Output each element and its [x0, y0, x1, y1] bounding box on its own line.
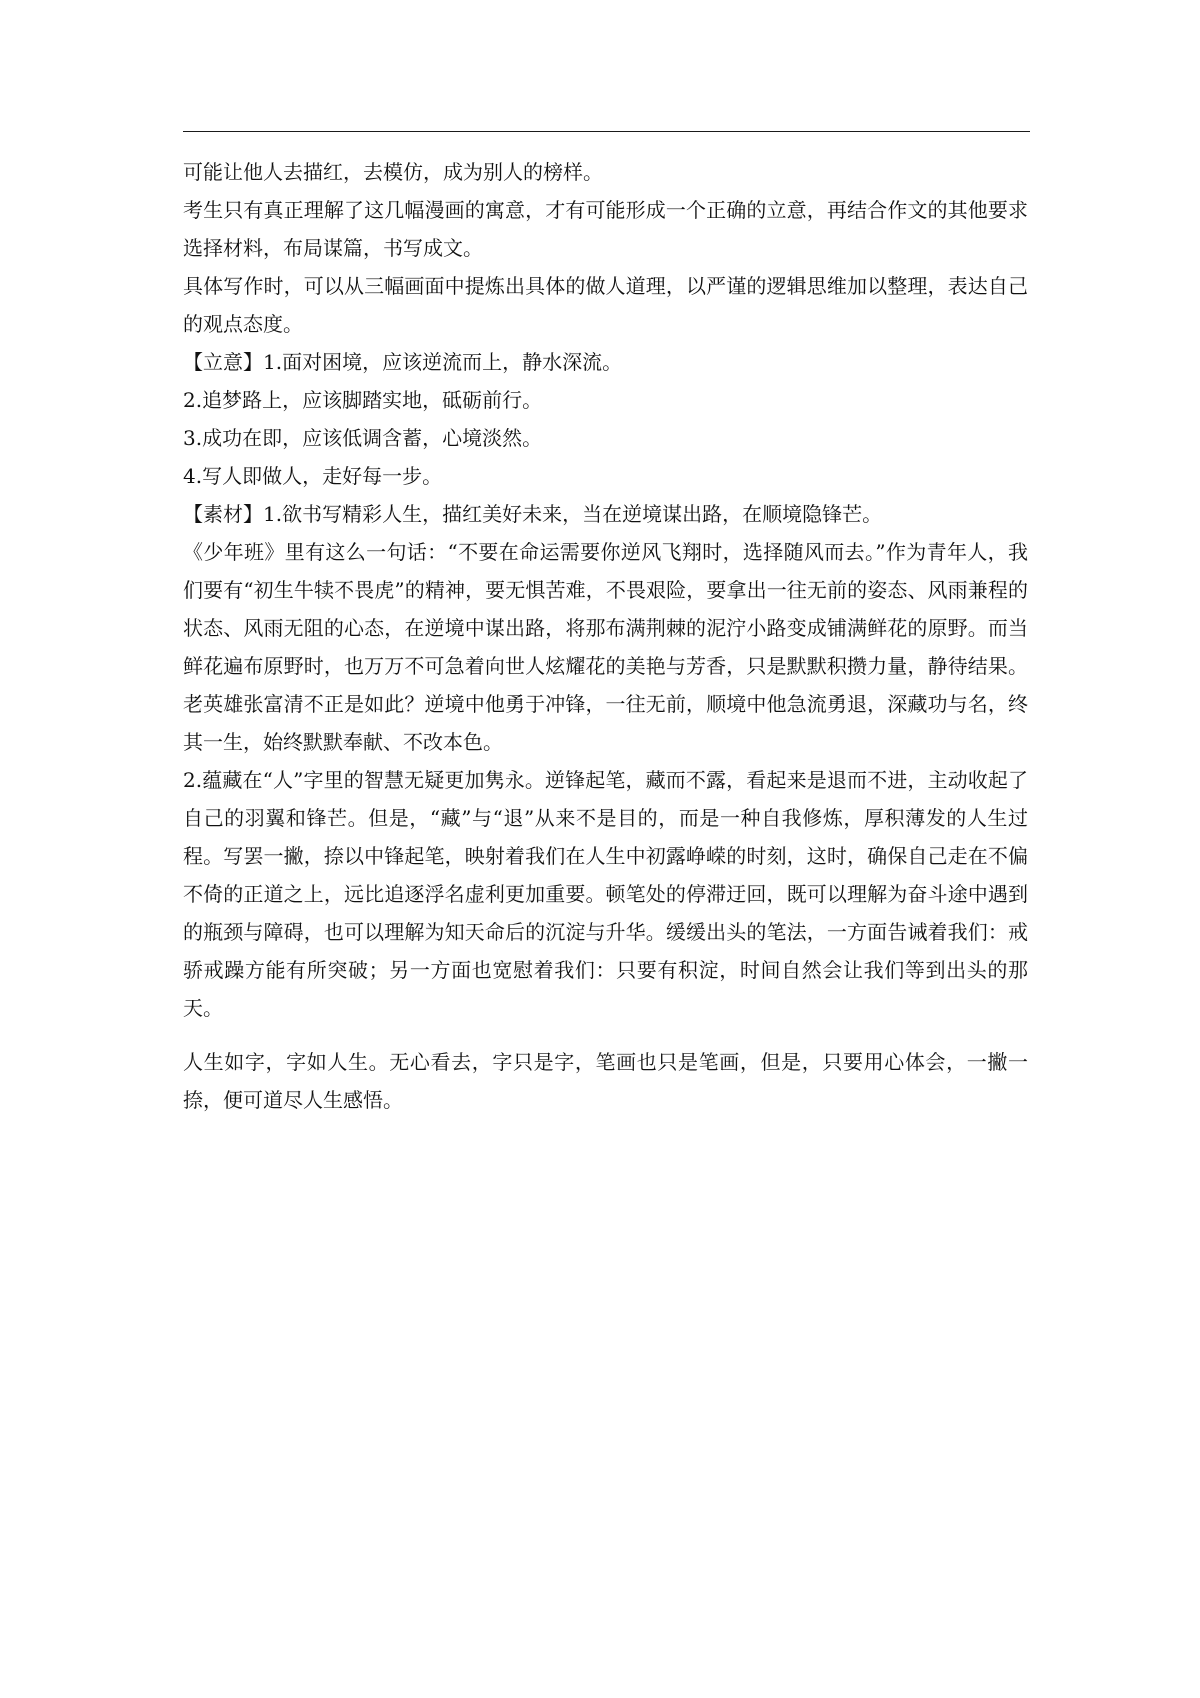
document-body — [183, 153, 1028, 1119]
paragraph-material-2: 2.蕴藏在“人”字里的智慧无疑更加隽永。逆锋起笔，藏而不露，看起来是退而不进，主动收起了自己的羽翼和锋芒。但是，“藏”与“退”从来不是目的，而是一种自我修炼，厚积薄发的人生过程。写罢一撇，捺以中锋起笔，映射着我们在人生中初露峥嵘的时刻，这时，确保自己走在不偏不倚的正道之上，远比追逐浮名虚利更加重要。顿笔处的停滞迂回，既可以理解为奋斗途中遇到的瓶颈与障碍，也可以理解为知天命后的沉淀与升华。缓缓出头的笔法，一方面告诫着我们：戒骄戒躁方能有所突破；另一方面也宽慰着我们：只要有积淀，时间自然会让我们等到出头的那天。 — [183, 768, 1028, 1020]
paragraph-material-1-body: 《少年班》里有这么一句话：“不要在命运需要你逆风飞翔时，选择随风而去。”作为青年人，我们要有“初生牛犊不畏虎”的精神，要无惧苦难，不畏艰险，要拿出一往无前的姿态、风雨兼程的状态、风雨无阻的心态，在逆境中谋出路，将那布满荆棘的泥泞小路变成铺满鲜花的原野。而当鲜花遍布原野时，也万万不可急着向世人炫耀花的美艳与芳香，只是默默积攒力量，静待结果。老英雄张富清不正是如此？逆境中他勇于冲锋，一往无前，顺境中他急流勇退，深藏功与名，终其一生，始终默默奉献、不改本色。 — [183, 540, 1028, 754]
paragraph-material-1: 【素材】1.欲书写精彩人生，描红美好未来，当在逆境谋出路，在顺境隐锋芒。 — [183, 502, 883, 526]
paragraph-theme-3: 3.成功在即，应该低调含蓄，心境淡然。 — [183, 426, 543, 450]
paragraph-writing-method: 具体写作时，可以从三幅画面中提炼出具体的做人道理，以严谨的逻辑思维加以整理，表达自己的观点态度。 — [183, 274, 1028, 336]
paragraph-theme-2: 2.追梦路上，应该脚踏实地，砥砺前行。 — [183, 388, 543, 412]
paragraph-theme-1: 【立意】1.面对困境，应该逆流而上，静水深流。 — [183, 350, 623, 374]
paragraph-understanding: 考生只有真正理解了这几幅漫画的寓意，才有可能形成一个正确的立意，再结合作文的其他要求选择材料，布局谋篇，书写成文。 — [183, 198, 1028, 260]
header-rule — [183, 131, 1030, 132]
paragraph-theme-4: 4.写人即做人，走好每一步。 — [183, 464, 443, 488]
paragraph-conclusion: 人生如字，字如人生。无心看去，字只是字，笔画也只是笔画，但是，只要用心体会，一撇一捺，便可道尽人生感悟。 — [183, 1050, 1028, 1112]
paragraph-intro-continued: 可能让他人去描红，去模仿，成为别人的榜样。 — [183, 160, 603, 184]
